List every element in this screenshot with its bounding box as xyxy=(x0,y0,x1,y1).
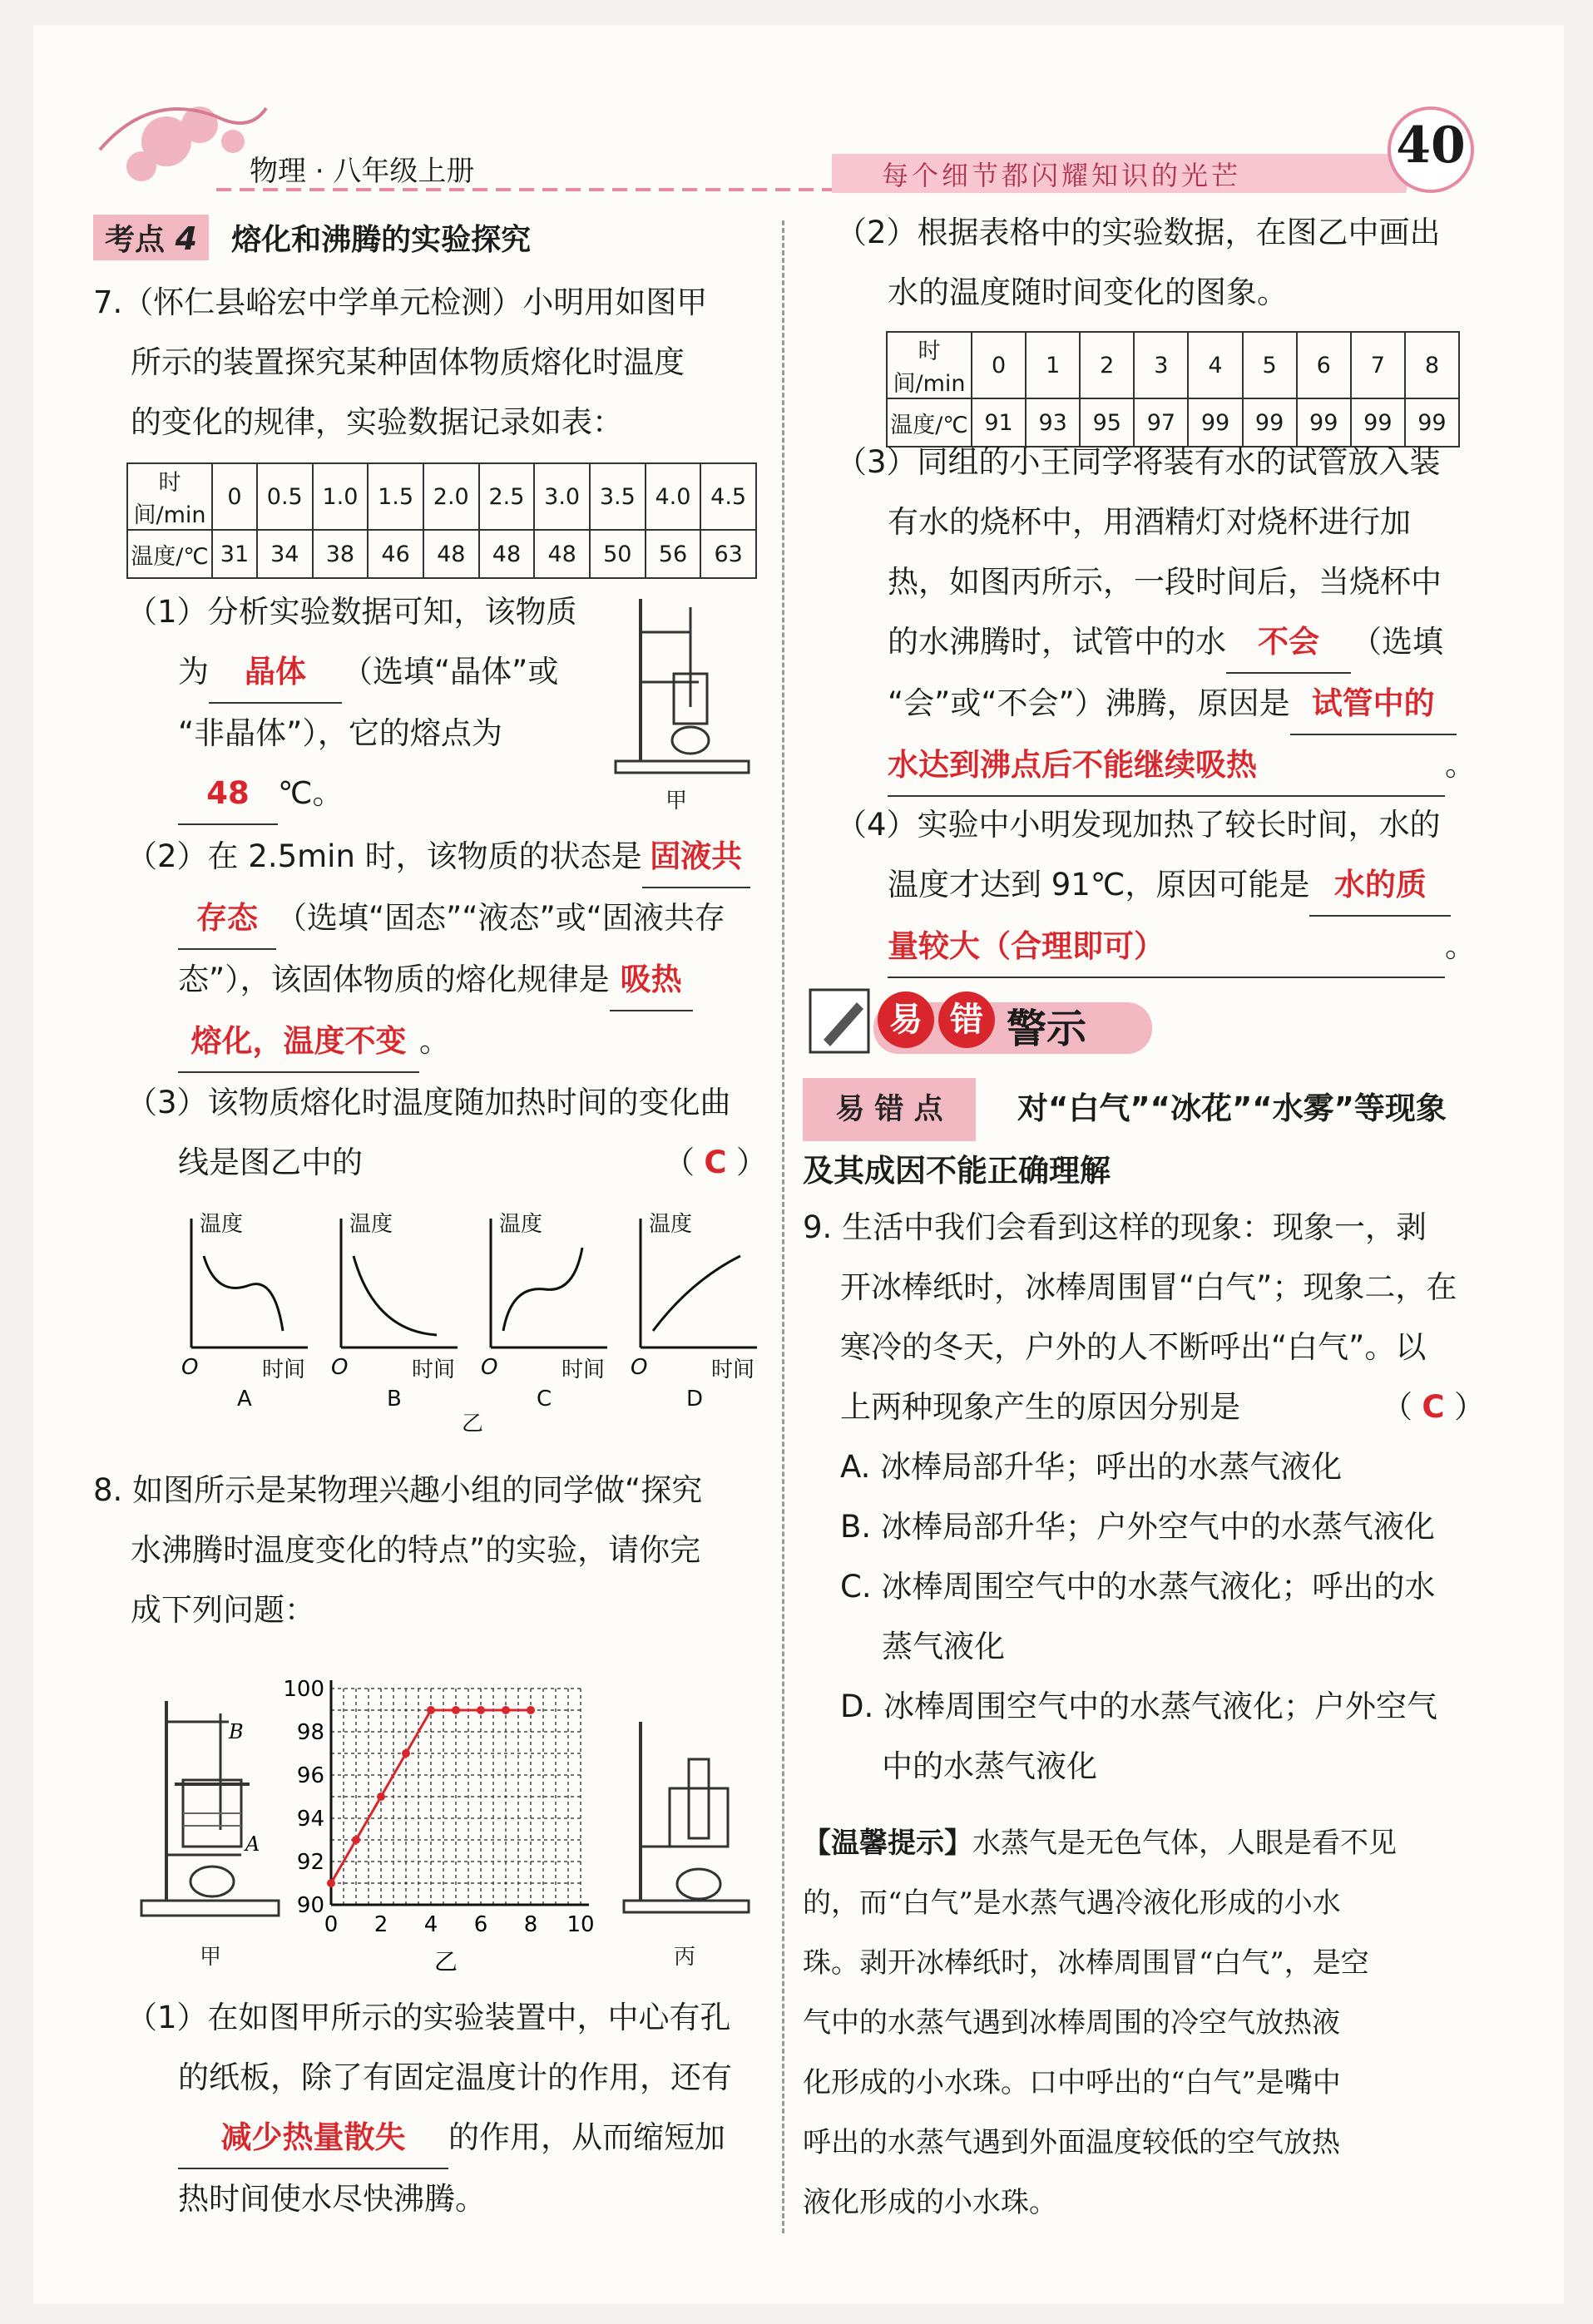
graph-b-letter: B xyxy=(387,1387,402,1412)
q9-option-c: C. 冰棒周围空气中的水蒸气液化；呼出的水 xyxy=(840,1569,1436,1605)
q8-p3-line2: 有水的烧杯中，用酒精灯对烧杯进行加 xyxy=(888,504,1411,540)
q8-p2-line2: 水的温度随时间变化的图象。 xyxy=(888,274,1288,310)
mistake-heading xyxy=(803,1078,1485,1201)
graph-c xyxy=(481,1212,607,1412)
q7-data-table xyxy=(126,462,757,579)
book-title: 物理 · 八年级上册 xyxy=(250,155,475,188)
data-point xyxy=(452,1706,460,1714)
q8-temp-cell: 99 xyxy=(1405,398,1459,447)
q8-time-cell: 时间/min xyxy=(887,332,972,398)
graph-a-origin: O xyxy=(181,1355,199,1380)
graphs-caption: 乙 xyxy=(462,1412,484,1436)
y-tick-label: 98 xyxy=(296,1720,324,1745)
q8-part1 xyxy=(126,1988,767,2229)
page-header xyxy=(0,0,1593,216)
section-heading xyxy=(93,215,531,260)
answer-rule-1: 吸热 xyxy=(620,962,682,997)
warning-char-1: 易 xyxy=(878,991,934,1048)
q7-stem-3: 的变化的规律，实验数据记录如表： xyxy=(131,404,623,440)
graph-d-xlabel: 时间 xyxy=(711,1357,755,1382)
q8-p3-line1: （3）同组的小王同学将装有水的试管放入装 xyxy=(836,444,1441,480)
graph-c-ylabel: 温度 xyxy=(499,1212,543,1237)
q7-p2-text3: 态”），该固体物质的熔化规律是 xyxy=(178,962,610,997)
q8-time-cell: 4 xyxy=(1188,332,1242,398)
x-tick-label: 6 xyxy=(473,1912,488,1937)
answer-paper-role: 减少热量散失 xyxy=(220,2119,406,2155)
q7-time-cell: 1.0 xyxy=(313,463,369,530)
answer-state-1: 固液共 xyxy=(650,838,743,874)
x-tick-label: 0 xyxy=(324,1912,339,1937)
q8-stem: 8. 如图所示是某物理兴趣小组的同学做“探究 xyxy=(93,1472,703,1508)
q7-temp-cell: 48 xyxy=(534,530,590,578)
q7-p1-unit: ℃。 xyxy=(278,775,344,811)
q8-part3 xyxy=(836,433,1485,797)
graph-b xyxy=(331,1212,458,1412)
answer-reason-2: 水达到沸点后不能继续吸热 xyxy=(888,747,1257,783)
q7-temp-cell: 34 xyxy=(257,530,313,578)
answer-graph-choice: C xyxy=(704,1145,727,1180)
y-tick-label: 100 xyxy=(283,1677,324,1702)
q9-line2: 开冰棒纸时，冰棒周围冒“白气”；现象二，在 xyxy=(840,1269,1457,1305)
tip-line6: 呼出的水蒸气遇到外面温度较低的空气放热 xyxy=(803,2126,1340,2159)
q9-paren-right: ） xyxy=(1454,1389,1485,1425)
graph-a-letter: A xyxy=(237,1387,252,1412)
data-point xyxy=(427,1706,435,1714)
q7-p2-text: （2）在 2.5min 时，该物质的状态是 xyxy=(126,838,642,874)
graph-d-origin: O xyxy=(631,1355,648,1380)
label-b: B xyxy=(229,1720,244,1743)
answer-cause-1: 水的质 xyxy=(1333,867,1427,902)
q8-stem-2: 水沸腾时温度变化的特点”的实验，请你完 xyxy=(131,1532,701,1568)
q7-temp-cell: 63 xyxy=(700,530,756,578)
graph-d xyxy=(631,1212,757,1412)
q8-figure-c xyxy=(616,1713,757,1921)
graph-a-ylabel: 温度 xyxy=(200,1212,244,1237)
answer-reason-1: 试管中的 xyxy=(1311,685,1435,721)
graph-d-ylabel: 温度 xyxy=(649,1212,693,1237)
tip-line4: 气中的水蒸气遇到冰棒周围的冷空气放热液 xyxy=(803,2006,1340,2040)
column-divider xyxy=(782,220,784,2233)
q8-time-cell: 7 xyxy=(1351,332,1405,398)
y-tick-label: 90 xyxy=(296,1893,324,1918)
x-tick-label: 4 xyxy=(423,1912,438,1937)
answer-will-not: 不会 xyxy=(1258,624,1319,660)
q8-figure-c-caption: 丙 xyxy=(674,1945,696,1970)
answer-state-2: 存态 xyxy=(196,900,258,936)
x-tick-label: 2 xyxy=(374,1912,388,1937)
warm-tip xyxy=(803,1813,1481,2233)
answer-melting-point: 48 xyxy=(206,775,250,811)
tip-line7: 液化形成的小水珠。 xyxy=(803,2186,1057,2219)
data-point xyxy=(352,1836,360,1844)
graph-b-xlabel: 时间 xyxy=(412,1357,456,1382)
q7-figure-caption: 甲 xyxy=(665,789,688,813)
graph-c-origin: O xyxy=(481,1355,498,1380)
q8-p2-line1: （2）根据表格中的实验数据，在图乙中画出 xyxy=(836,215,1441,250)
answer-cause-2: 量较大（合理即可） xyxy=(888,928,1165,964)
answer-crystal: 晶体 xyxy=(245,654,306,690)
graph-a xyxy=(181,1212,308,1412)
q7-p3-line1: （3）该物质熔化时温度随加热时间的变化曲 xyxy=(126,1085,731,1120)
q8-temp-cell: 97 xyxy=(1134,398,1188,447)
tip-label: 【温馨提示】 xyxy=(803,1827,972,1860)
warning-char-2: 错 xyxy=(938,991,995,1048)
q8-p4-end: 。 xyxy=(1445,928,1476,964)
q8-temp-cell: 91 xyxy=(972,398,1026,447)
mistake-tag: 易 错 点 xyxy=(803,1078,976,1141)
q8-time-cell: 5 xyxy=(1243,332,1297,398)
answer-rule-2: 熔化，温度不变 xyxy=(190,1023,407,1059)
graph-c-letter: C xyxy=(537,1387,552,1412)
mistake-title-2: 及其成因不能正确理解 xyxy=(803,1153,1111,1189)
section-title: 熔化和沸腾的实验探究 xyxy=(231,223,532,257)
q7-graph-options xyxy=(166,1206,765,1436)
q7-temp-cell: 31 xyxy=(212,530,257,578)
q9-line4: 上两种现象产生的原因分别是 xyxy=(840,1389,1240,1425)
q7-apparatus-figure xyxy=(607,582,757,782)
paren-right: ） xyxy=(736,1145,767,1180)
q7-part3 xyxy=(126,1073,767,1193)
question-8 xyxy=(93,1461,767,1640)
q9-option-c-cont: 蒸气液化 xyxy=(882,1629,1005,1664)
warning-title: 警示 xyxy=(1007,1006,1087,1052)
graph-b-origin: O xyxy=(331,1355,349,1380)
q7-temp-cell: 温度/℃ xyxy=(127,530,212,578)
q7-time-cell: 4.5 xyxy=(700,463,756,530)
q8-temp-cell: 95 xyxy=(1080,398,1134,447)
q8-p1-line4: 热时间使水尽快沸腾。 xyxy=(178,2181,486,2217)
q9-paren-left: （ xyxy=(1382,1389,1412,1425)
q7-time-cell: 2.0 xyxy=(423,463,479,530)
q7-stem-2: 所示的装置探究某种固体物质熔化时温度 xyxy=(131,344,685,380)
q8-figure-a xyxy=(133,1689,291,1938)
graph-b-ylabel: 温度 xyxy=(349,1212,393,1237)
q8-p4-text: 温度才达到 91℃，原因可能是 xyxy=(888,867,1310,902)
q8-time-cell: 8 xyxy=(1405,332,1459,398)
q7-time-cell: 0 xyxy=(212,463,257,530)
graph-d-letter: D xyxy=(686,1387,704,1412)
paren-left: （ xyxy=(664,1145,695,1180)
label-a: A xyxy=(245,1832,260,1856)
tip-line5: 化形成的小水珠。口中呼出的“白气”是嘴中 xyxy=(803,2066,1341,2099)
q8-data-table xyxy=(886,331,1460,447)
q7-p2-end: 。 xyxy=(419,1023,450,1059)
question-9 xyxy=(803,1198,1485,1797)
q8-time-cell: 3 xyxy=(1134,332,1188,398)
q8-time-cell: 2 xyxy=(1080,332,1134,398)
q8-time-cell: 0 xyxy=(972,332,1026,398)
q7-stem: 7.（怀仁县峪宏中学单元检测）小明用如图甲 xyxy=(93,284,708,320)
q8-temp-cell: 93 xyxy=(1026,398,1080,447)
warning-banner xyxy=(807,982,1156,1061)
q8-temp-cell: 99 xyxy=(1188,398,1242,447)
q7-temp-cell: 50 xyxy=(590,530,646,578)
q8-p3-text2: （选填 xyxy=(1351,624,1443,660)
q9-option-d: D. 冰棒周围空气中的水蒸气液化；户外空气 xyxy=(840,1689,1438,1724)
q7-p1-text2: （选填“晶体”或 xyxy=(342,654,559,690)
data-point xyxy=(502,1706,510,1714)
graph-c-xlabel: 时间 xyxy=(562,1357,606,1382)
q7-time-cell: 3.5 xyxy=(590,463,646,530)
y-tick-label: 92 xyxy=(296,1850,324,1875)
q9-answer: C xyxy=(1422,1389,1445,1425)
tip-line3: 珠。剥开冰棒纸时，冰棒周围冒“白气”，是空 xyxy=(803,1946,1369,1980)
q7-p2-text2: （选填“固态”“液态”或“固液共存 xyxy=(276,900,725,936)
q9-option-b: B. 冰棒局部升华；户外空气中的水蒸气液化 xyxy=(840,1509,1435,1545)
q8-temp-cell: 99 xyxy=(1351,398,1405,447)
y-tick-label: 94 xyxy=(296,1807,324,1832)
q8-time-cell: 1 xyxy=(1026,332,1080,398)
tip-line2: 的，而“白气”是水蒸气遇冷液化形成的小水 xyxy=(803,1886,1341,1920)
mistake-title-1: 对“白气”“冰花”“水雾”等现象 xyxy=(1017,1090,1447,1126)
q8-part2 xyxy=(836,203,1485,323)
q7-p1-line1: （1）分析实验数据可知，该物质 xyxy=(126,594,577,630)
question-7 xyxy=(93,273,767,452)
q9-line1: 9. 生活中我们会看到这样的现象：现象一，剥 xyxy=(803,1209,1427,1245)
q8-temp-cell: 99 xyxy=(1243,398,1297,447)
x-tick-label: 10 xyxy=(566,1912,595,1937)
q7-time-cell: 2.5 xyxy=(479,463,535,530)
q9-option-a: A. 冰棒局部升华；呼出的水蒸气液化 xyxy=(840,1449,1343,1485)
header-ornament xyxy=(0,0,1593,216)
q7-p1-text: 为 xyxy=(178,654,209,690)
data-point xyxy=(402,1749,410,1758)
page-number: 40 xyxy=(1396,116,1466,175)
q8-p3-line3: 热，如图丙所示，一段时间后，当烧杯中 xyxy=(888,564,1442,600)
q7-time-cell: 4.0 xyxy=(646,463,701,530)
q8-p3-text: 的水沸腾时，试管中的水 xyxy=(888,624,1226,660)
data-point xyxy=(377,1792,385,1801)
section-tag: 考点 4 xyxy=(93,215,209,260)
y-tick-label: 96 xyxy=(296,1763,324,1788)
q8-p1-line2: 的纸板，除了有固定温度计的作用，还有 xyxy=(178,2059,732,2095)
q8-p3-text3: “会”或“不会”）沸腾，原因是 xyxy=(888,685,1290,721)
q7-temp-cell: 56 xyxy=(646,530,701,578)
q8-p1-line1: （1）在如图甲所示的实验装置中，中心有孔 xyxy=(126,2000,731,2035)
q8-stem-3: 成下列问题： xyxy=(131,1592,315,1628)
q7-p3-text: 线是图乙中的 xyxy=(178,1145,363,1180)
q8-p1-text: 的作用，从而缩短加 xyxy=(448,2119,725,2155)
q9-line3: 寒冷的冬天，户外的人不断呼出“白气”。以 xyxy=(840,1329,1427,1365)
q7-temp-cell: 48 xyxy=(423,530,479,578)
chart-caption: 乙 xyxy=(433,1948,458,1975)
q8-temp-cell: 99 xyxy=(1297,398,1351,447)
q7-temp-cell: 46 xyxy=(368,530,423,578)
q7-time-cell: 1.5 xyxy=(368,463,423,530)
header-motto: 每个细节都闪耀知识的光芒 xyxy=(882,160,1242,191)
graph-a-xlabel: 时间 xyxy=(262,1357,306,1382)
q7-time-cell: 时间/min xyxy=(127,463,212,530)
x-tick-label: 8 xyxy=(523,1912,538,1937)
q8-temp-cell: 温度/℃ xyxy=(887,398,972,447)
q8-part4 xyxy=(836,795,1485,978)
q7-time-cell: 3.0 xyxy=(534,463,590,530)
q7-temp-cell: 38 xyxy=(313,530,369,578)
data-point xyxy=(527,1706,535,1714)
q8-figure-a-caption: 甲 xyxy=(200,1945,222,1970)
data-point xyxy=(477,1706,485,1714)
q7-p1-line3: “非晶体”），它的熔点为 xyxy=(178,715,502,751)
data-point xyxy=(327,1879,335,1887)
q7-part2 xyxy=(126,827,767,1073)
q7-temp-cell: 48 xyxy=(479,530,535,578)
q8-time-cell: 6 xyxy=(1297,332,1351,398)
q8-p4-line1: （4）实验中小明发现加热了较长时间，水的 xyxy=(836,807,1441,843)
q9-option-d-cont: 中的水蒸气液化 xyxy=(882,1748,1097,1784)
q8-chart xyxy=(283,1664,607,1975)
q8-p3-end: 。 xyxy=(1445,747,1476,783)
q7-time-cell: 0.5 xyxy=(257,463,313,530)
q7-part1 xyxy=(126,582,592,825)
tip-line1: 水蒸气是无色气体，人眼是看不见 xyxy=(972,1827,1397,1860)
